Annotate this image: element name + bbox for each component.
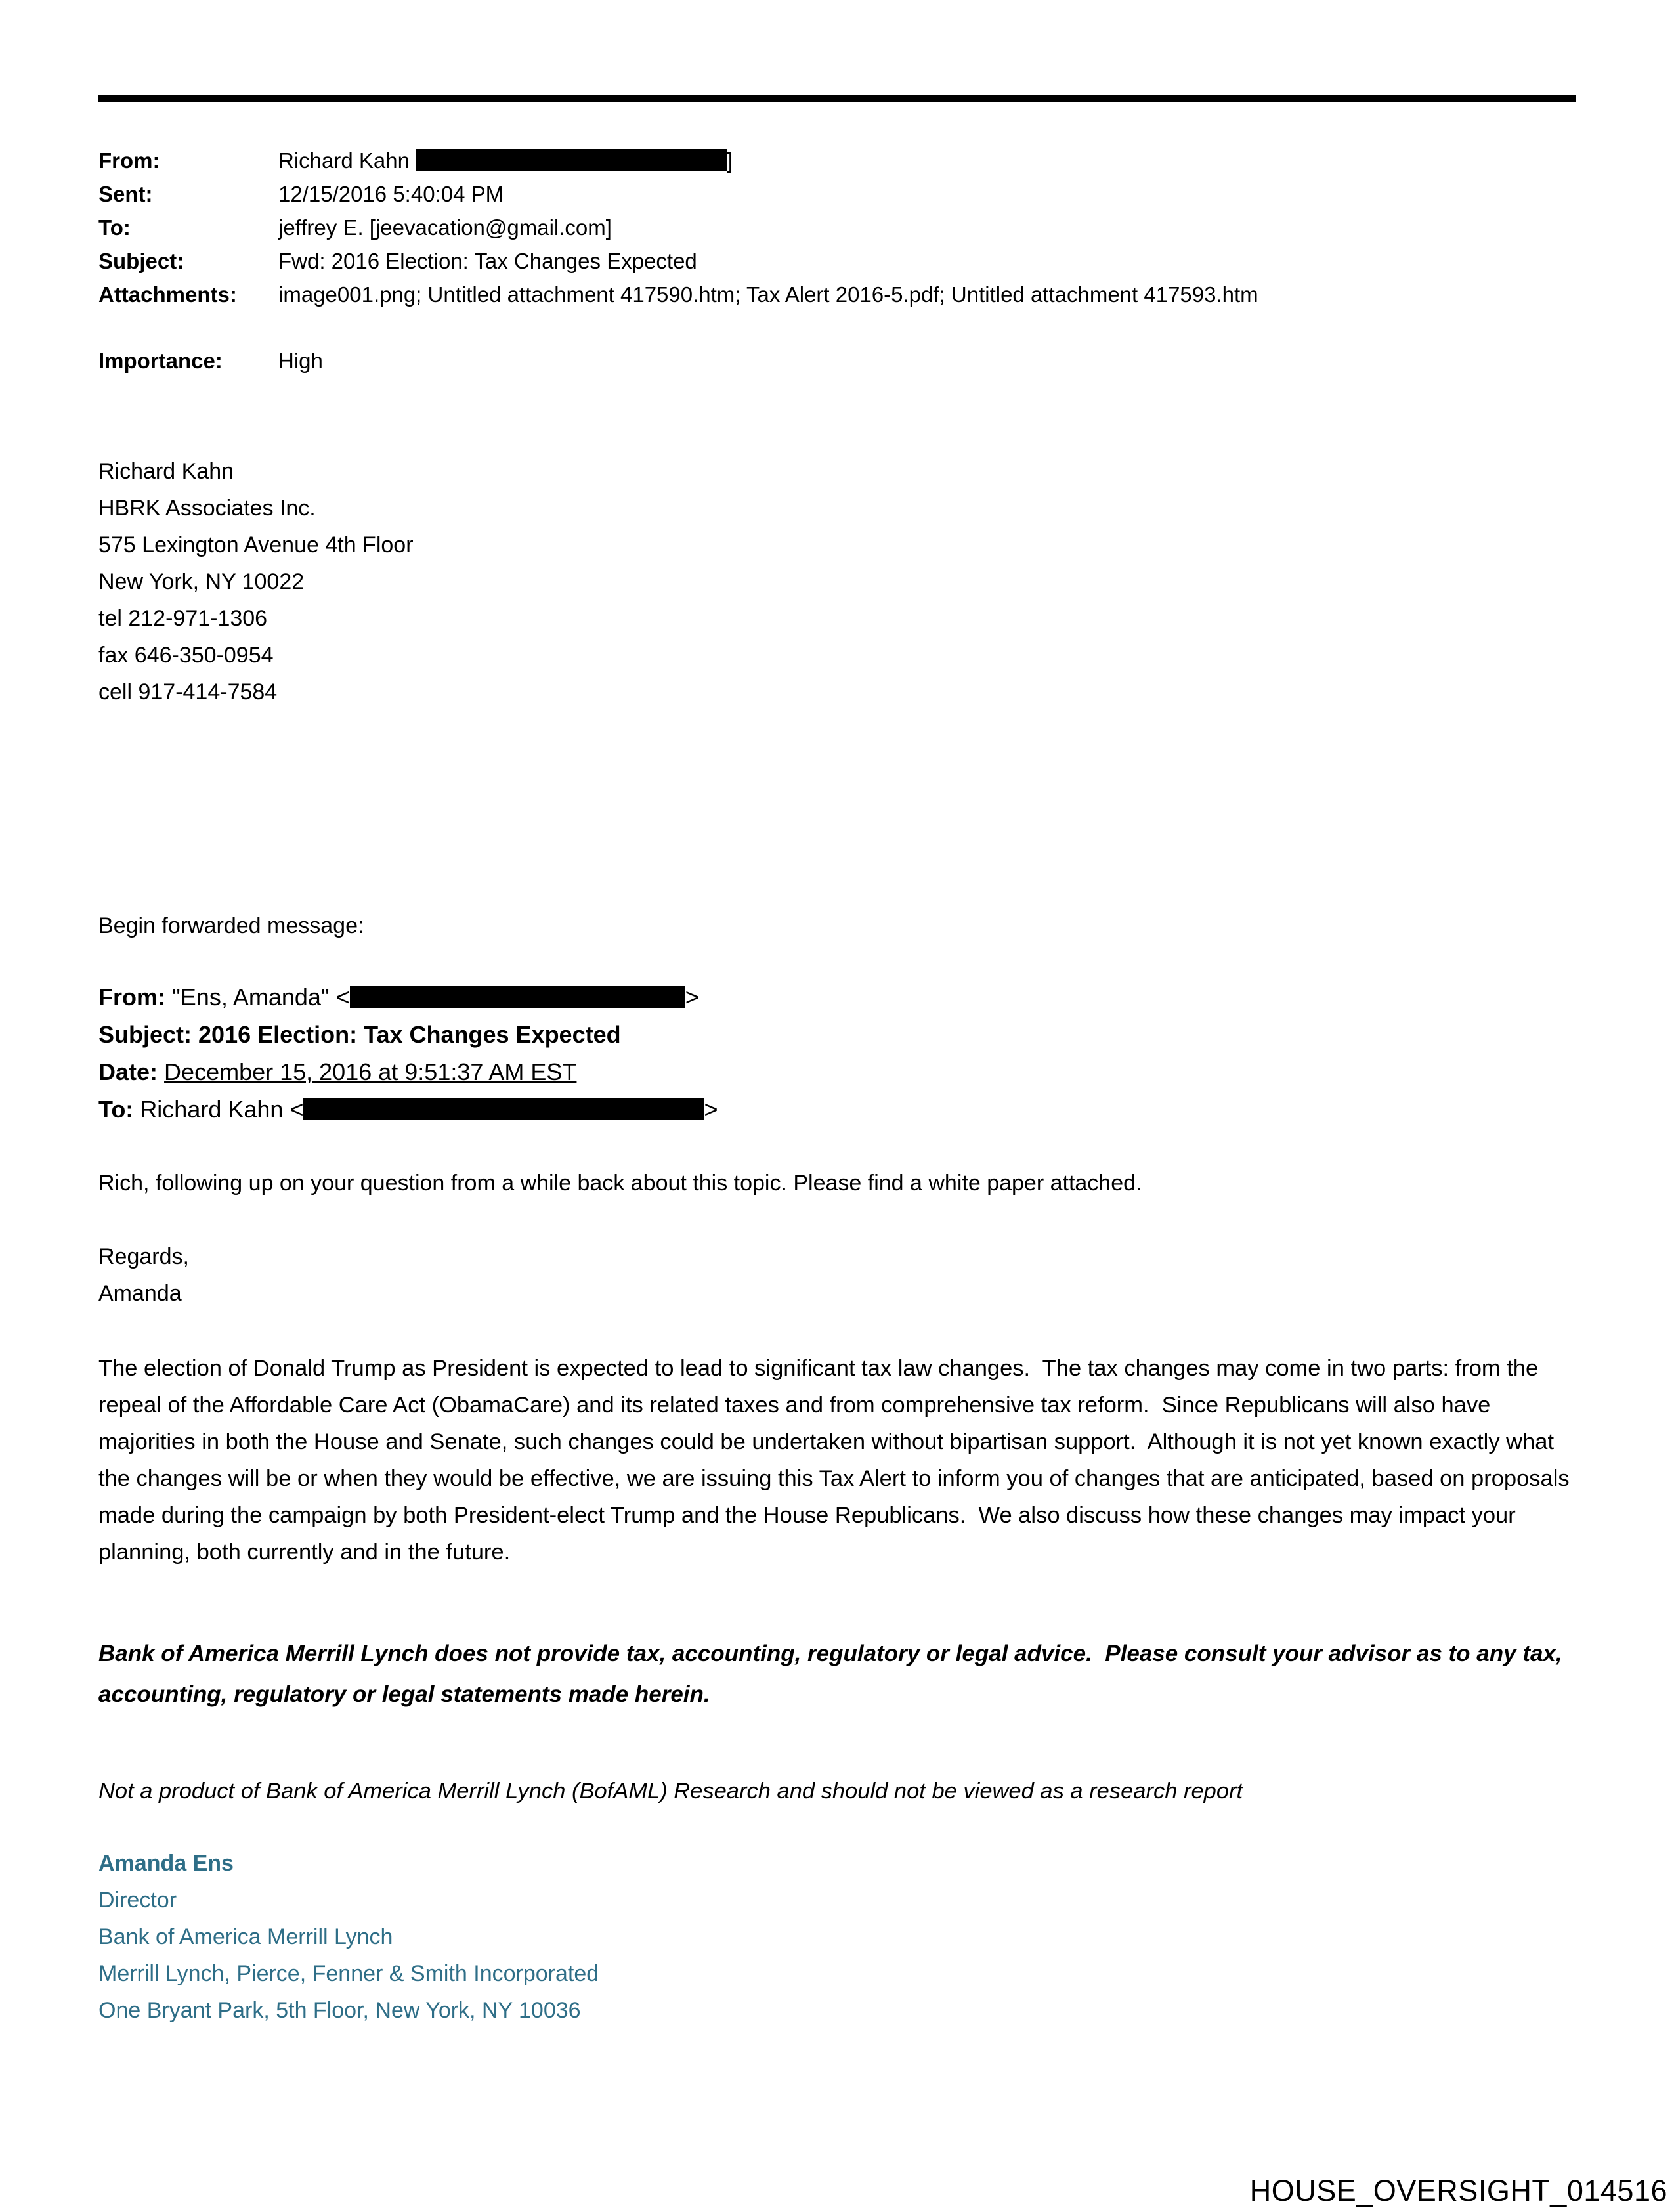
header-row-subject: [98, 244, 1576, 278]
from-value: [278, 144, 1576, 177]
research-disclaimer: Not a product of Bank of America Merrill Lynch (BofAML) Research and should not be viewed as a research report: [98, 1779, 1243, 1804]
regards-line: Regards,: [98, 1244, 189, 1269]
fwd-from-value: "Ens, Amanda" <: [172, 984, 350, 1010]
signature-line-name: Richard Kahn: [98, 459, 234, 484]
sender-signature: [98, 453, 1576, 710]
amanda-signature-company: Bank of America Merrill Lynch: [98, 1924, 393, 1949]
to-label: To:: [98, 215, 131, 240]
fwd-date-value: December 15, 2016 at 9:51:37 AM EST: [164, 1058, 577, 1085]
fwd-to-value: Richard Kahn <: [140, 1096, 304, 1123]
email-header: [98, 144, 1576, 378]
fwd-from-label: From:: [98, 984, 165, 1010]
sent-label: Sent:: [98, 182, 153, 206]
fwd-from-suffix: >: [685, 984, 699, 1010]
fwd-row-date: [98, 1053, 1576, 1091]
signature-line-tel: tel 212-971-1306: [98, 606, 268, 631]
fwd-subject-value: 2016 Election: Tax Changes Expected: [198, 1021, 621, 1048]
signature-line-cell: cell 917-414-7584: [98, 680, 278, 705]
attachments-value: image001.png; Untitled attachment 417590.htm; Tax Alert 2016-5.pdf; Untitled attachment 417593.htm: [278, 282, 1258, 307]
legal-disclaimer: Bank of America Merrill Lynch does not provide tax, accounting, regulatory or legal advice. Please consult your advisor as to any tax, accounting, regulatory or legal statements made herein.: [98, 1641, 1569, 1707]
subject-value: Fwd: 2016 Election: Tax Changes Expected: [278, 249, 697, 273]
redaction-bar: [303, 1098, 704, 1120]
amanda-signature-name: Amanda Ens: [98, 1851, 234, 1876]
header-row-from: [98, 144, 1576, 177]
fwd-row-from: [98, 978, 1576, 1016]
document-id-stamp: HOUSE_OVERSIGHT_014516: [1249, 2174, 1667, 2207]
fwd-row-to: [98, 1091, 1576, 1128]
fwd-row-subject: [98, 1016, 1576, 1053]
top-rule: [98, 95, 1576, 102]
forwarded-header: [98, 978, 1576, 1128]
fwd-to-label: To:: [98, 1096, 134, 1123]
header-row-sent: [98, 177, 1576, 211]
fwd-subject-label: Subject:: [98, 1021, 192, 1048]
amanda-signature-address: One Bryant Park, 5th Floor, New York, NY 10036: [98, 1998, 581, 2023]
redaction-bar: [416, 149, 727, 171]
fwd-date-label: Date:: [98, 1058, 158, 1085]
subject-label: Subject:: [98, 249, 184, 273]
message-body-paragraph: The election of Donald Trump as President is expected to lead to significant tax law changes. The tax changes may come in two parts: from the repeal of the Affordable Care Act (ObamaCare) and its related taxes and from comprehensive tax reform. Since Republicans will also have majorities in both the House and Senate, such changes could be undertaken without bipartisan support. Although it is not yet known exactly what the changes will be or when they would be effective, we are issuing this Tax Alert to inform you of changes that are anticipated, based on proposals made during the campaign by both President-elect Trump and the House Republicans. We also discuss how these changes may impact your planning, both currently and in the future.: [98, 1356, 1576, 1565]
attachments-label: Attachments:: [98, 282, 237, 307]
sent-value: 12/15/2016 5:40:04 PM: [278, 182, 504, 206]
importance-value: High: [278, 349, 323, 373]
amanda-signature: [98, 1845, 1576, 2029]
amanda-signature-title: Director: [98, 1888, 177, 1913]
signature-line-city: New York, NY 10022: [98, 569, 305, 594]
regards-block: [98, 1238, 1576, 1312]
to-value: jeffrey E. [jeevacation@gmail.com]: [278, 215, 612, 240]
header-row-attachments: [98, 278, 1576, 311]
forwarded-message-intro: Begin forwarded message:: [98, 913, 364, 938]
importance-label: Importance:: [98, 349, 223, 373]
signature-line-address: 575 Lexington Avenue 4th Floor: [98, 532, 414, 557]
header-row-to: [98, 211, 1576, 244]
message-greeting: Rich, following up on your question from a while back about this topic. Please find a white paper attached.: [98, 1171, 1142, 1196]
regards-sender: Amanda: [98, 1281, 182, 1306]
header-row-importance: [98, 344, 1576, 378]
signature-line-fax: fax 646-350-0954: [98, 643, 274, 668]
signature-line-company: HBRK Associates Inc.: [98, 496, 316, 521]
from-name: Richard Kahn: [278, 148, 410, 173]
amanda-signature-entity: Merrill Lynch, Pierce, Fenner & Smith Incorporated: [98, 1961, 599, 1986]
from-suffix: ]: [727, 148, 733, 173]
fwd-to-suffix: >: [704, 1096, 718, 1123]
redaction-bar: [350, 986, 685, 1008]
from-label: From:: [98, 148, 160, 173]
